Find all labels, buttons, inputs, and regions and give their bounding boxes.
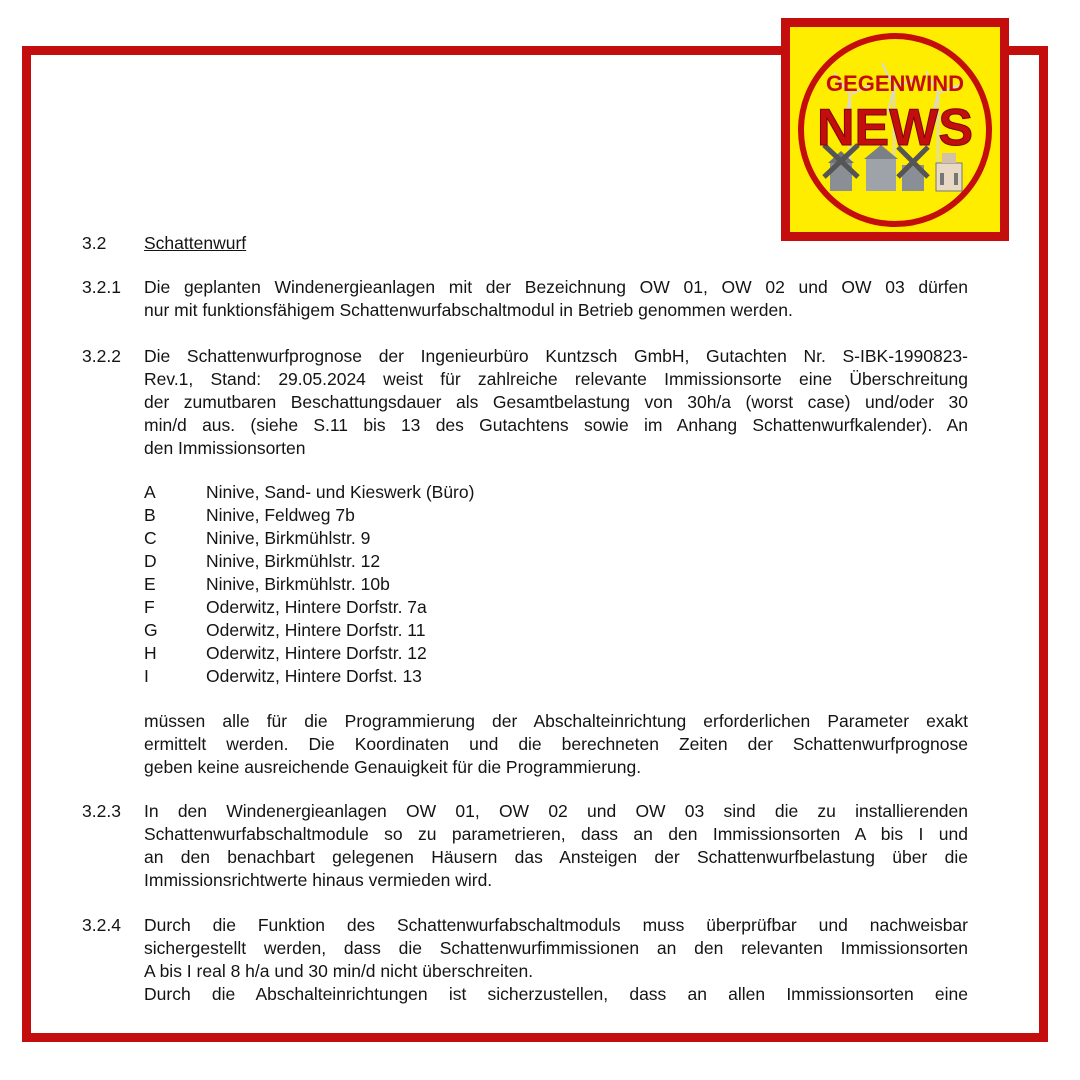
paragraph-line: Schattenwurfabschaltmodule so zu parametrieren, dass an den Immissionsorten A bis I und — [144, 824, 968, 844]
location-letter: F — [144, 597, 155, 617]
location-name: Oderwitz, Hintere Dorfstr. 7a — [206, 597, 427, 617]
paragraph-line: Die Schattenwurfprognose der Ingenieurbüro Kuntzsch GmbH, Gutachten Nr. S-IBK-1990823- — [144, 346, 968, 366]
logo-emblem — [790, 27, 1000, 232]
paragraph-number-324: 3.2.4 — [82, 915, 121, 935]
location-letter: A — [144, 482, 156, 502]
paragraph-line: sichergestellt werden, dass die Schattenwurfimmissionen an den relevanten Immissionsorten — [144, 938, 968, 958]
logo-top-text: GEGENWIND — [825, 71, 965, 96]
paragraph-line: an den benachbart gelegenen Häusern das Ansteigen der Schattenwurfbelastung über die — [144, 847, 968, 867]
location-name: Ninive, Feldweg 7b — [206, 505, 355, 525]
paragraph-line: Rev.1, Stand: 29.05.2024 weist für zahlreiche relevante Immissionsorte eine Überschreitung — [144, 369, 968, 389]
location-letter: E — [144, 574, 156, 594]
paragraph-line: ermittelt werden. Die Koordinaten und die berechneten Zeiten der Schattenwurfprognose — [144, 734, 968, 754]
paragraph-line: Die geplanten Windenergieanlagen mit der Bezeichnung OW 01, OW 02 und OW 03 dürfen — [144, 277, 968, 297]
paragraph-line: müssen alle für die Programmierung der Abschalteinrichtung erforderlichen Parameter exakt — [144, 711, 968, 731]
paragraph-line: der zumutbaren Beschattungsdauer als Gesamtbelastung von 30h/a (worst case) und/oder 30 — [144, 392, 968, 412]
location-name: Ninive, Sand- und Kieswerk (Büro) — [206, 482, 475, 502]
section-number: 3.2 — [82, 233, 107, 253]
paragraph-line: In den Windenergieanlagen OW 01, OW 02 und OW 03 sind die zu installierenden — [144, 801, 968, 821]
location-letter: I — [144, 666, 149, 686]
section-title: Schattenwurf — [144, 233, 247, 253]
logo-main-text: NEWS — [817, 99, 973, 157]
location-letter: B — [144, 505, 156, 525]
location-name: Oderwitz, Hintere Dorfstr. 11 — [206, 620, 426, 640]
gegenwind-news-logo — [781, 18, 1009, 241]
location-letter: H — [144, 643, 157, 663]
location-name: Oderwitz, Hintere Dorfstr. 12 — [206, 643, 427, 663]
paragraph-line: A bis I real 8 h/a und 30 min/d nicht überschreiten. — [144, 961, 534, 981]
paragraph-line: min/d aus. (siehe S.11 bis 13 des Gutachtens sowie im Anhang Schattenwurfkalender). An — [144, 415, 968, 435]
location-name: Ninive, Birkmühlstr. 12 — [206, 551, 381, 571]
location-name: Ninive, Birkmühlstr. 9 — [206, 528, 371, 548]
paragraph-line: Immissionsrichtwerte hinaus vermieden wird. — [144, 870, 493, 890]
paragraph-number-322: 3.2.2 — [82, 346, 121, 366]
location-name: Oderwitz, Hintere Dorfst. 13 — [206, 666, 422, 686]
location-letter: C — [144, 528, 157, 548]
paragraph-line: den Immissionsorten — [144, 438, 306, 458]
paragraph-number-323: 3.2.3 — [82, 801, 121, 821]
location-letter: G — [144, 620, 158, 640]
paragraph-line: geben keine ausreichende Genauigkeit für die Programmierung. — [144, 757, 642, 777]
paragraph-line: nur mit funktionsfähigem Schattenwurfabschaltmodul in Betrieb genommen werden. — [144, 300, 793, 320]
location-letter: D — [144, 551, 157, 571]
location-name: Ninive, Birkmühlstr. 10b — [206, 574, 390, 594]
paragraph-line: Durch die Abschalteinrichtungen ist sicherzustellen, dass an allen Immissionsorten eine — [144, 984, 968, 1004]
paragraph-number-321: 3.2.1 — [82, 277, 121, 297]
paragraph-line: Durch die Funktion des Schattenwurfabschaltmoduls muss überprüfbar und nachweisbar — [144, 915, 968, 935]
